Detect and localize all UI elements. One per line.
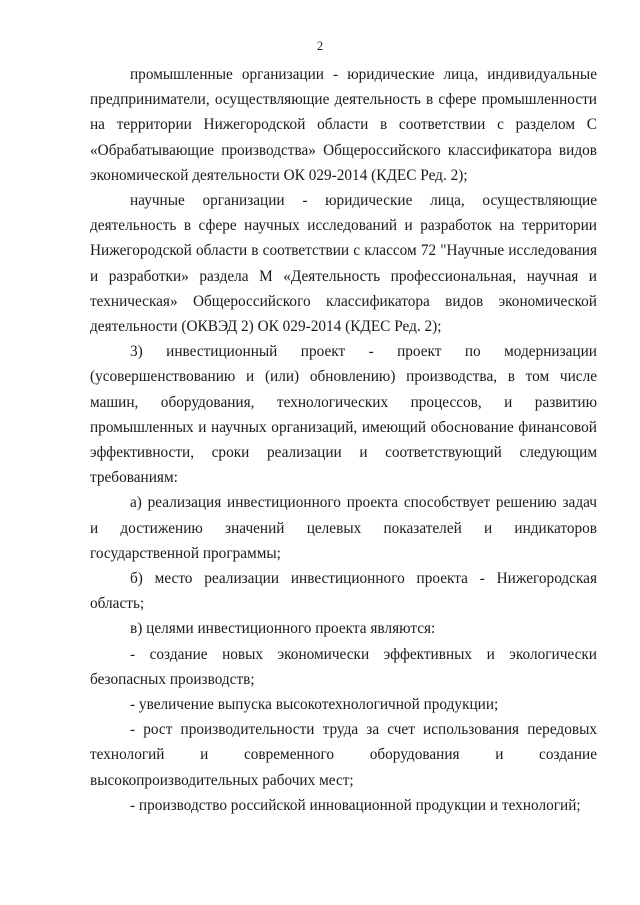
paragraph-scientific-organizations: научные организации - юридические лица, осуществляющие деятельность в сфере научных исследований и разработок на территории Нижегородской области в соответствии с классом 72 "Научные исследования и разработки» раздела М «Деятельность профессиональная, научная и техническая» Общероссийского классификатора видов экономической деятельности (ОКВЭД 2) ОК 029-2014 (КДЕС Ред. 2); [90,192,597,336]
paragraph-investment-project-definition: 3) инвестиционный проект - проект по модернизации (усовершенствованию и (или) обновлению) производства, в том числе машин, оборудования, технологических процессов, и развитию промышленных и научных организаций, имеющий обоснование финансовой эффективности, сроки реализации и соответствующий следующим требованиям: [90,343,597,487]
document-body [90,62,597,818]
list-item-labor-productivity: - рост производительности труда за счет использования передовых технологий и современного оборудования и создание высокопроизводительных рабочих мест; [90,721,597,789]
paragraph-requirement-c: в) целями инвестиционного проекта являются: [130,620,436,638]
list-item-innovative-production: - производство российской инновационной продукции и технологий; [130,796,581,814]
list-item-new-productions: - создание новых экономически эффективных и экологически безопасных производств; [90,645,597,688]
paragraph-requirement-a: а) реализация инвестиционного проекта способствует решению задач и достижению значений целевых показателей и индикаторов государственной программы; [90,494,597,562]
page-number: 2 [316,39,324,53]
list-item-high-tech-output: - увеличение выпуска высокотехнологичной продукции; [130,696,499,714]
paragraph-requirement-b: б) место реализации инвестиционного проекта - Нижегородская область; [90,570,597,613]
paragraph-industrial-organizations: промышленные организации - юридические лица, индивидуальные предприниматели, осуществляющие деятельность в сфере промышленности на территории Нижегородской области в соответствии с разделом С «Обрабатывающие производства» Общероссийского классификатора видов экономической деятельности ОК 029-2014 (КДЕС Ред. 2); [90,66,597,184]
